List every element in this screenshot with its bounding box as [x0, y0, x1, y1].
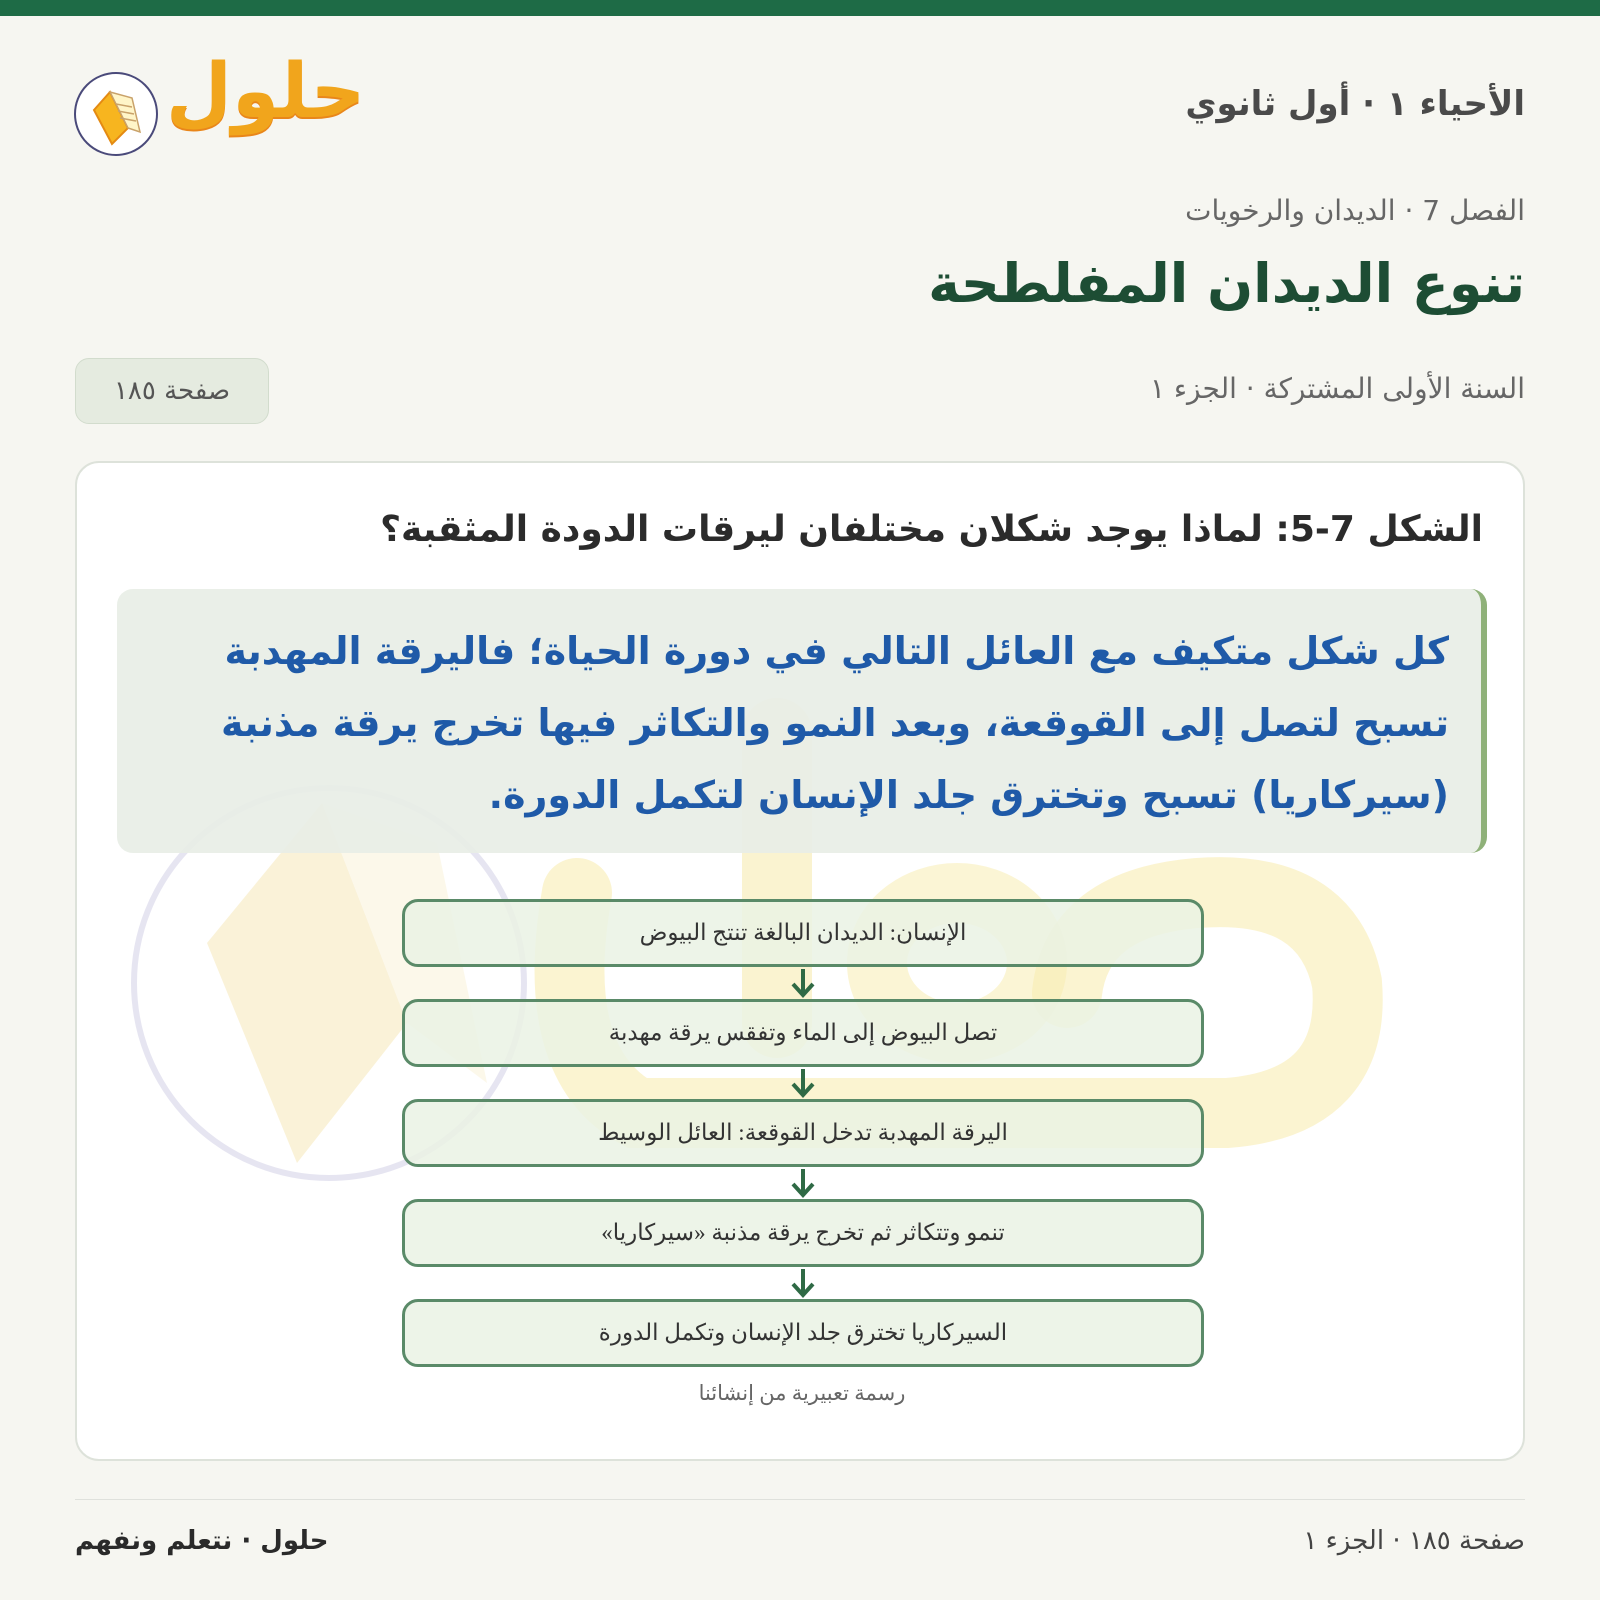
flow-step: اليرقة المهدبة تدخل القوقعة: العائل الوسيط	[402, 1099, 1204, 1167]
answer-text: كل شكل متكيف مع العائل التالي في دورة الحياة؛ فاليرقة المهدبة تسبح لتصل إلى القوقعة، وبعد النمو والتكاثر فيها تخرج يرقة مذنبة (سيركاريا) تسبح وتخترق جلد الإنسان لتكمل الدورة.	[221, 629, 1449, 817]
flow-step: تصل البيوض إلى الماء وتفقس يرقة مهدبة	[402, 999, 1204, 1067]
flow-step: الإنسان: الديدان البالغة تنتج البيوض	[402, 899, 1204, 967]
subject-heading: الأحياء ١ · أول ثانوي	[1185, 84, 1525, 124]
footer-divider	[75, 1499, 1525, 1500]
down-arrow-icon	[402, 1267, 1204, 1299]
chapter-label: الفصل 7 · الديدان والرخويات	[1185, 194, 1525, 227]
life-cycle-flowchart	[402, 899, 1204, 1367]
book-info: السنة الأولى المشتركة · الجزء ١	[1149, 372, 1525, 405]
logo-emblem-icon	[74, 72, 158, 156]
footer-brand[interactable]: حلول · نتعلم ونفهم	[75, 1526, 329, 1556]
flow-step: تنمو وتتكاثر ثم تخرج يرقة مذنبة «سيركاريا»	[402, 1199, 1204, 1267]
question-card	[75, 461, 1525, 1461]
logo-text: حلول	[166, 46, 366, 135]
footer-page-info: صفحة ١٨٥ · الجزء ١	[1303, 1526, 1525, 1556]
down-arrow-icon	[402, 1067, 1204, 1099]
top-accent-bar	[0, 0, 1600, 16]
answer-box	[117, 589, 1487, 853]
flowchart-caption: رسمة تعبيرية من إنشائنا	[698, 1381, 906, 1405]
flow-step: السيركاريا تخترق جلد الإنسان وتكمل الدورة	[402, 1299, 1204, 1367]
down-arrow-icon	[402, 1167, 1204, 1199]
down-arrow-icon	[402, 967, 1204, 999]
question-heading: الشكل 7-5: لماذا يوجد شكلان مختلفان ليرقات الدودة المثقبة؟	[380, 509, 1483, 550]
page-badge: صفحة ١٨٥	[75, 358, 269, 424]
page-title: تنوع الديدان المفلطحة	[928, 252, 1525, 315]
brand-logo[interactable]	[74, 46, 366, 162]
